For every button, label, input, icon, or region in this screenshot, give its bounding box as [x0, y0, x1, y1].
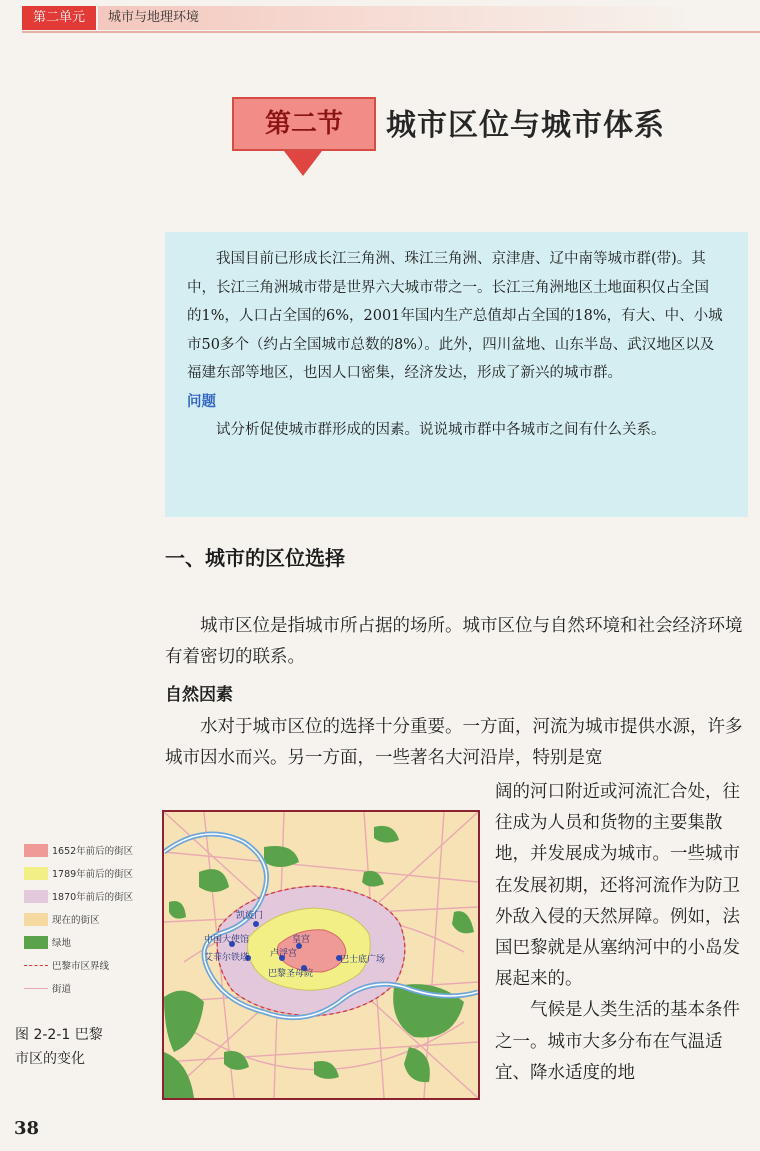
- side-text-column: [495, 777, 750, 1089]
- map-label-notre-dame: 巴黎圣母院: [268, 969, 314, 979]
- chapter-title: 城市与地理环境: [98, 6, 708, 30]
- paris-map: [162, 810, 480, 1100]
- legend-item: [24, 932, 154, 955]
- header-rule: [22, 31, 760, 33]
- legend-swatch: [24, 890, 48, 903]
- legend-label: 街道: [52, 984, 72, 995]
- section-badge-pointer: [284, 151, 322, 176]
- intro-paragraph: 我国目前已形成长江三角洲、珠江三角洲、京津唐、辽中南等城市群(带)。其中，长江三角洲城市带是世界六大城市带之一。长江三角洲地区土地面积仅占全国的1%，人口占全国的6%，2001年国内生产总值却占全国的18%，有大、中、小城市50多个（约占全国城市总数的8%）。此外，四川盆地、山东半岛、武汉地区以及福建东部等地区，也因人口密集，经济发达，形成了新兴的城市群。: [187, 251, 723, 381]
- legend-item: [24, 978, 154, 1001]
- map-label-embassy: 中国大使馆: [204, 935, 250, 945]
- legend-dashed-line: [24, 965, 48, 966]
- caption-line-2: 市区的变化: [15, 1051, 85, 1067]
- section-heading: 一、城市的区位选择: [165, 546, 345, 570]
- question-text: 试分析促使城市群形成的因素。说说城市群中各城市之间有什么关系。: [216, 422, 666, 438]
- paragraph-water: 水对于城市区位的选择十分重要。一方面，河流为城市提供水源，许多城市因水而兴。另一方面，一些著名大河沿岸，特别是宽: [165, 717, 743, 768]
- running-header: [0, 0, 760, 36]
- paris-map-svg: [164, 812, 478, 1098]
- paragraph-water-continued: 阔的河口附近或河流汇合处，往往成为人员和货物的主要集散地，并发展成为城市。一些城市在发展初期，还将河流作为防卫外敌入侵的天然屏障。例如，法国巴黎就是从塞纳河中的小岛发展起来的。: [495, 782, 740, 990]
- section-title: 城市区位与城市体系: [386, 108, 665, 143]
- map-label-eiffel: 艾菲尔铁塔: [204, 953, 250, 963]
- map-label-palace: 皇宫: [292, 935, 311, 945]
- legend-swatch: [24, 867, 48, 880]
- legend-label: 巴黎市区界线: [52, 961, 110, 972]
- subheading-natural-factors: 自然因素: [165, 685, 233, 705]
- legend-item: [24, 955, 154, 978]
- paragraph-location: 城市区位是指城市所占据的场所。城市区位与自然环境和社会经济环境有着密切的联系。: [165, 616, 743, 667]
- page-number: 38: [14, 1118, 40, 1139]
- legend-swatch: [24, 844, 48, 857]
- paragraph-climate: 气候是人类生活的基本条件之一。城市大多分布在气温适宜、降水适度的地: [495, 1000, 740, 1083]
- legend-item: [24, 863, 154, 886]
- legend-swatch: [24, 936, 48, 949]
- map-label-arc: 凯旋门: [236, 911, 264, 921]
- figure-caption: [15, 1023, 145, 1071]
- map-label-louvre: 卢浮宫: [270, 949, 298, 959]
- legend-label: 1870年前后的街区: [52, 892, 134, 903]
- legend-label: 1789年前后的街区: [52, 869, 134, 880]
- legend-item: [24, 840, 154, 863]
- intro-box: [165, 232, 748, 517]
- legend-item: [24, 909, 154, 932]
- legend-item: [24, 886, 154, 909]
- question-label: 问题: [187, 392, 216, 410]
- section-number-badge: 第二节: [232, 97, 376, 151]
- legend-swatch: [24, 913, 48, 926]
- legend-label: 现在的街区: [52, 915, 100, 926]
- legend-label: 1652年前后的街区: [52, 846, 134, 857]
- unit-label: 第二单元: [22, 6, 96, 30]
- map-legend: [24, 840, 154, 1001]
- map-label-bastille: 巴士底广场: [340, 955, 386, 965]
- caption-line-1: 图 2-2-1 巴黎: [15, 1027, 103, 1043]
- legend-street-line: [24, 988, 48, 989]
- legend-label: 绿地: [52, 938, 72, 949]
